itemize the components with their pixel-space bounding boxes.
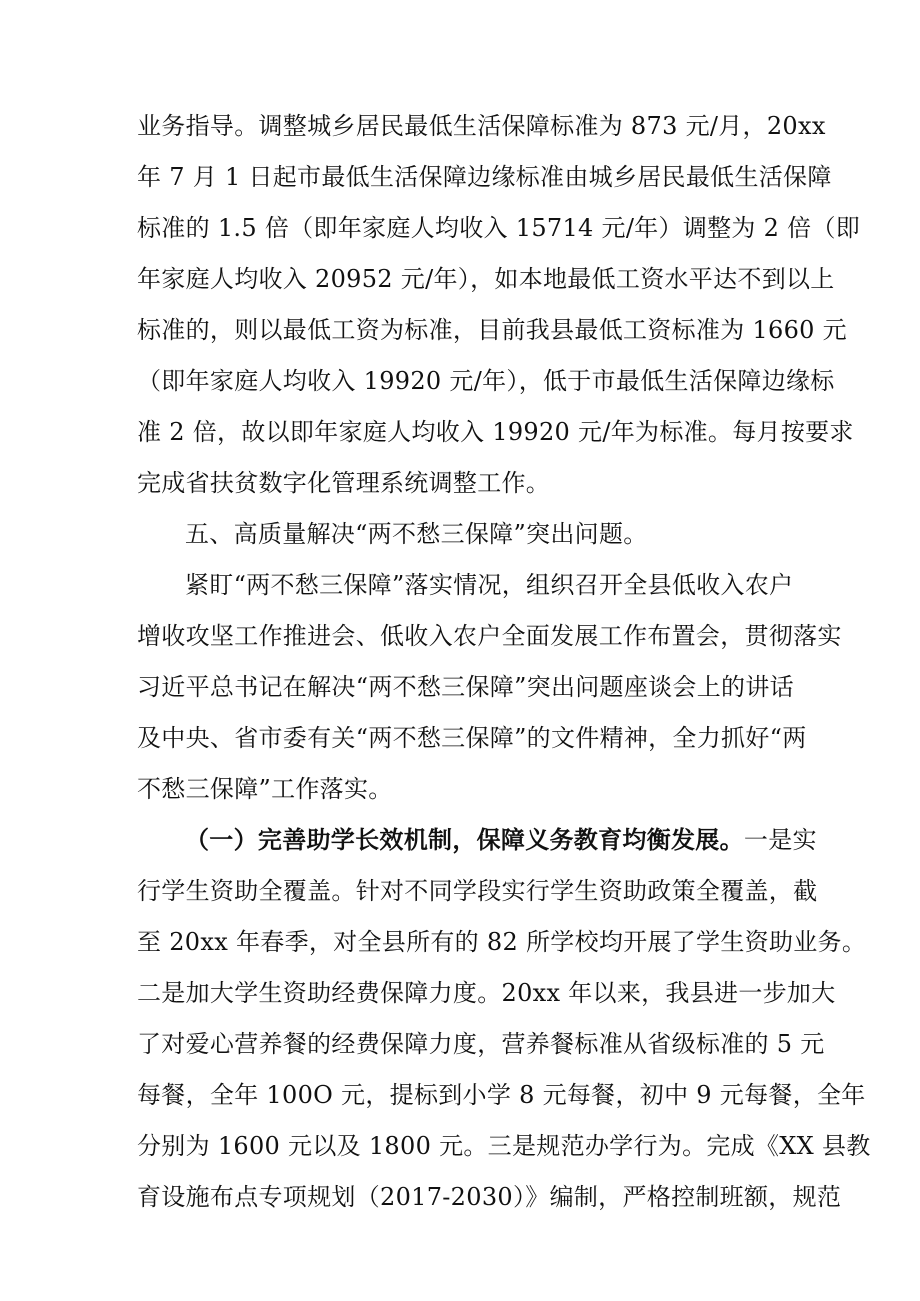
paragraph-2-line-4: 及中央、省市委有关“两不愁三保障”的文件精神，全力抓好“两 xyxy=(137,724,807,752)
paragraph-2-line-3: 习近平总书记在解决“两不愁三保障”突出问题座谈会上的讲话 xyxy=(137,673,794,701)
paragraph-1-line-8: 完成省扶贫数字化管理系统调整工作。 xyxy=(137,469,551,497)
paragraph-1-line-1: 业务指导。调整城乡居民最低生活保障标准为 873 元/月，20xx xyxy=(137,112,826,140)
paragraph-3-line-8: 育设施布点专项规划（2017-2030）》编制，严格控制班额，规范 xyxy=(137,1183,842,1211)
paragraph-2-line-1: 紧盯“两不愁三保障”落实情况，组织召开全县低收入农户 xyxy=(185,571,794,599)
paragraph-1-line-5: 标准的，则以最低工资为标准，目前我县最低工资标准为 1660 元 xyxy=(137,316,847,344)
paragraph-3-line-6: 每餐，全年 100O 元，提标到小学 8 元每餐，初中 9 元每餐，全年 xyxy=(137,1081,866,1109)
section-heading: 五、高质量解决“两不愁三保障”突出问题。 xyxy=(185,520,648,548)
paragraph-2-line-5: 不愁三保障”工作落实。 xyxy=(137,775,393,803)
paragraph-1-line-3: 标准的 1.5 倍（即年家庭人均收入 15714 元/年）调整为 2 倍（即 xyxy=(137,214,861,242)
paragraph-1-line-6: （即年家庭人均收入 19920 元/年），低于市最低生活保障边缘标 xyxy=(137,367,835,395)
paragraph-3-line-1 xyxy=(185,824,817,856)
paragraph-3-line-2: 行学生资助全覆盖。针对不同学段实行学生资助政策全覆盖，截 xyxy=(137,877,818,905)
paragraph-1-line-2: 年 7 月 1 日起市最低生活保障边缘标准由城乡居民最低生活保障 xyxy=(137,163,832,191)
paragraph-3-line-5: 了对爱心营养餐的经费保障力度，营养餐标准从省级标准的 5 元 xyxy=(137,1030,825,1058)
paragraph-3-line-7: 分别为 1600 元以及 1800 元。三是规范办学行为。完成《XX 县教 xyxy=(137,1132,871,1160)
paragraph-1-line-7: 准 2 倍，故以即年家庭人均收入 19920 元/年为标准。每月按要求 xyxy=(137,418,854,446)
paragraph-1-line-4: 年家庭人均收入 20952 元/年），如本地最低工资水平达不到以上 xyxy=(137,265,835,293)
paragraph-3-first-line-rest: 一是实 xyxy=(743,826,817,854)
paragraph-3-line-4: 二是加大学生资助经费保障力度。20xx 年以来，我县进一步加大 xyxy=(137,979,836,1007)
paragraph-2-line-2: 增收攻坚工作推进会、低收入农户全面发展工作布置会，贯彻落实 xyxy=(137,622,842,650)
paragraph-3-bold-lead: （一）完善助学长效机制，保障义务教育均衡发展。 xyxy=(185,825,744,854)
paragraph-3-line-3: 至 20xx 年春季，对全县所有的 82 所学校均开展了学生资助业务。 xyxy=(137,928,867,956)
